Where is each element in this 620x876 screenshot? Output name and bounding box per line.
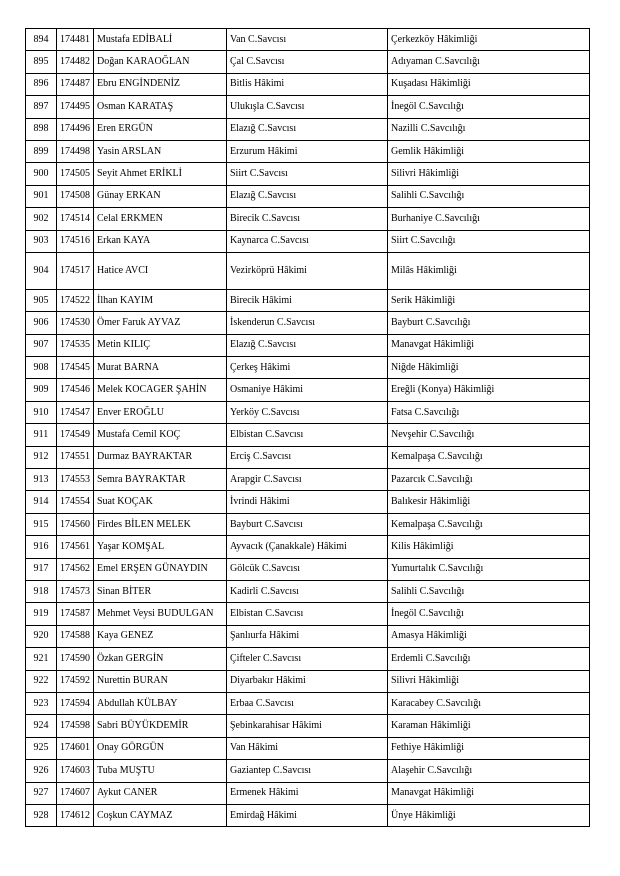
table-row <box>26 312 590 334</box>
registry-number: 174547 <box>57 401 94 423</box>
row-number: 918 <box>26 580 57 602</box>
table-row <box>26 804 590 826</box>
table-row <box>26 625 590 647</box>
row-number: 904 <box>26 252 57 289</box>
registry-number: 174516 <box>57 230 94 252</box>
current-post: Emirdağ Hâkimi <box>227 804 388 826</box>
current-post: Elbistan C.Savcısı <box>227 603 388 625</box>
current-post: Gaziantep C.Savcısı <box>227 760 388 782</box>
assigned-post: Manavgat Hâkimliği <box>388 334 590 356</box>
person-name: Sinan BİTER <box>94 580 227 602</box>
current-post: Bitlis Hâkimi <box>227 73 388 95</box>
row-number: 925 <box>26 737 57 759</box>
current-post: Osmaniye Hâkimi <box>227 379 388 401</box>
assigned-post: Salihli C.Savcılığı <box>388 185 590 207</box>
person-name: Suat KOÇAK <box>94 491 227 513</box>
row-number: 917 <box>26 558 57 580</box>
table-body <box>26 29 590 827</box>
table-row <box>26 252 590 289</box>
assigned-post: Fethiye Hâkimliği <box>388 737 590 759</box>
current-post: Şanlıurfa Hâkimi <box>227 625 388 647</box>
current-post: Diyarbakır Hâkimi <box>227 670 388 692</box>
person-name: Celal ERKMEN <box>94 208 227 230</box>
person-name: Emel ERŞEN GÜNAYDIN <box>94 558 227 580</box>
registry-number: 174487 <box>57 73 94 95</box>
current-post: Bayburt C.Savcısı <box>227 513 388 535</box>
person-name: Mustafa EDİBALİ <box>94 29 227 51</box>
assigned-post: Kilis Hâkimliği <box>388 536 590 558</box>
table-row <box>26 163 590 185</box>
current-post: Vezirköprü Hâkimi <box>227 252 388 289</box>
assigned-post: Ereğli (Konya) Hâkimliği <box>388 379 590 401</box>
person-name: Metin KILIÇ <box>94 334 227 356</box>
current-post: Elazığ C.Savcısı <box>227 185 388 207</box>
person-name: Aykut CANER <box>94 782 227 804</box>
table-row <box>26 51 590 73</box>
current-post: Arapgir C.Savcısı <box>227 469 388 491</box>
registry-number: 174601 <box>57 737 94 759</box>
row-number: 908 <box>26 357 57 379</box>
current-post: Çerkeş Hâkimi <box>227 357 388 379</box>
assigned-post: Kemalpaşa C.Savcılığı <box>388 513 590 535</box>
registry-number: 174554 <box>57 491 94 513</box>
row-number: 915 <box>26 513 57 535</box>
row-number: 899 <box>26 140 57 162</box>
row-number: 906 <box>26 312 57 334</box>
table-row <box>26 73 590 95</box>
registry-number: 174594 <box>57 692 94 714</box>
registry-number: 174496 <box>57 118 94 140</box>
assigned-post: Fatsa C.Savcılığı <box>388 401 590 423</box>
person-name: Osman KARATAŞ <box>94 96 227 118</box>
table-row <box>26 491 590 513</box>
assigned-post: Kuşadası Hâkimliği <box>388 73 590 95</box>
registry-number: 174517 <box>57 252 94 289</box>
row-number: 896 <box>26 73 57 95</box>
registry-number: 174598 <box>57 715 94 737</box>
current-post: Çal C.Savcısı <box>227 51 388 73</box>
registry-number: 174508 <box>57 185 94 207</box>
current-post: Birecik C.Savcısı <box>227 208 388 230</box>
person-name: Tuba MUŞTU <box>94 760 227 782</box>
current-post: Siirt C.Savcısı <box>227 163 388 185</box>
current-post: Ermenek Hâkimi <box>227 782 388 804</box>
current-post: Ulukışla C.Savcısı <box>227 96 388 118</box>
assigned-post: Erdemli C.Savcılığı <box>388 648 590 670</box>
assigned-post: Karaman Hâkimliği <box>388 715 590 737</box>
registry-number: 174587 <box>57 603 94 625</box>
table-row <box>26 29 590 51</box>
person-name: Enver EROĞLU <box>94 401 227 423</box>
row-number: 902 <box>26 208 57 230</box>
table-row <box>26 715 590 737</box>
assigned-post: Nazilli C.Savcılığı <box>388 118 590 140</box>
current-post: Elazığ C.Savcısı <box>227 334 388 356</box>
current-post: İskenderun C.Savcısı <box>227 312 388 334</box>
row-number: 895 <box>26 51 57 73</box>
table-row <box>26 760 590 782</box>
person-name: Kaya GENEZ <box>94 625 227 647</box>
row-number: 916 <box>26 536 57 558</box>
row-number: 927 <box>26 782 57 804</box>
current-post: Van Hâkimi <box>227 737 388 759</box>
registry-number: 174535 <box>57 334 94 356</box>
registry-number: 174551 <box>57 446 94 468</box>
row-number: 900 <box>26 163 57 185</box>
table-row <box>26 446 590 468</box>
table-row <box>26 96 590 118</box>
person-name: Günay ERKAN <box>94 185 227 207</box>
row-number: 919 <box>26 603 57 625</box>
person-name: Firdes BİLEN MELEK <box>94 513 227 535</box>
person-name: Semra BAYRAKTAR <box>94 469 227 491</box>
person-name: Mustafa Cemil KOÇ <box>94 424 227 446</box>
assigned-post: Silivri Hâkimliği <box>388 670 590 692</box>
row-number: 905 <box>26 289 57 311</box>
row-number: 911 <box>26 424 57 446</box>
assigned-post: İnegöl C.Savcılığı <box>388 603 590 625</box>
person-name: Abdullah KÜLBAY <box>94 692 227 714</box>
person-name: Ömer Faruk AYVAZ <box>94 312 227 334</box>
assigned-post: Silivri Hâkimliği <box>388 163 590 185</box>
row-number: 921 <box>26 648 57 670</box>
registry-number: 174498 <box>57 140 94 162</box>
registry-number: 174612 <box>57 804 94 826</box>
table-row <box>26 670 590 692</box>
table-row <box>26 140 590 162</box>
assigned-post: Karacabey C.Savcılığı <box>388 692 590 714</box>
table-row <box>26 185 590 207</box>
assigned-post: Balıkesir Hâkimliği <box>388 491 590 513</box>
person-name: Seyit Ahmet ERİKLİ <box>94 163 227 185</box>
person-name: Sabri BÜYÜKDEMİR <box>94 715 227 737</box>
row-number: 897 <box>26 96 57 118</box>
current-post: Kadirli C.Savcısı <box>227 580 388 602</box>
row-number: 909 <box>26 379 57 401</box>
row-number: 901 <box>26 185 57 207</box>
person-name: Nurettin BURAN <box>94 670 227 692</box>
person-name: Özkan GERGİN <box>94 648 227 670</box>
person-name: Doğan KARAOĞLAN <box>94 51 227 73</box>
table-row <box>26 289 590 311</box>
person-name: Eren ERGÜN <box>94 118 227 140</box>
row-number: 923 <box>26 692 57 714</box>
table-row <box>26 648 590 670</box>
assigned-post: İnegöl C.Savcılığı <box>388 96 590 118</box>
registry-number: 174592 <box>57 670 94 692</box>
table-row <box>26 334 590 356</box>
person-name: Melek KOCAGER ŞAHİN <box>94 379 227 401</box>
person-name: Mehmet Veysi BUDULGAN <box>94 603 227 625</box>
registry-number: 174561 <box>57 536 94 558</box>
current-post: Gölcük C.Savcısı <box>227 558 388 580</box>
registry-number: 174549 <box>57 424 94 446</box>
assigned-post: Siirt C.Savcılığı <box>388 230 590 252</box>
current-post: Erzurum Hâkimi <box>227 140 388 162</box>
current-post: Erbaa C.Savcısı <box>227 692 388 714</box>
current-post: Van C.Savcısı <box>227 29 388 51</box>
person-name: İlhan KAYIM <box>94 289 227 311</box>
person-name: Onay GÖRGÜN <box>94 737 227 759</box>
table-row <box>26 379 590 401</box>
registry-number: 174522 <box>57 289 94 311</box>
person-name: Hatice AVCI <box>94 252 227 289</box>
row-number: 913 <box>26 469 57 491</box>
row-number: 903 <box>26 230 57 252</box>
assigned-post: Manavgat Hâkimliği <box>388 782 590 804</box>
row-number: 907 <box>26 334 57 356</box>
row-number: 926 <box>26 760 57 782</box>
registry-number: 174482 <box>57 51 94 73</box>
registry-number: 174546 <box>57 379 94 401</box>
assigned-post: Amasya Hâkimliği <box>388 625 590 647</box>
person-name: Durmaz BAYRAKTAR <box>94 446 227 468</box>
person-name: Yasin ARSLAN <box>94 140 227 162</box>
row-number: 922 <box>26 670 57 692</box>
assigned-post: Yumurtalık C.Savcılığı <box>388 558 590 580</box>
table-row <box>26 580 590 602</box>
assigned-post: Bayburt C.Savcılığı <box>388 312 590 334</box>
row-number: 920 <box>26 625 57 647</box>
table-row <box>26 208 590 230</box>
current-post: Erciş C.Savcısı <box>227 446 388 468</box>
person-name: Murat BARNA <box>94 357 227 379</box>
registry-number: 174573 <box>57 580 94 602</box>
row-number: 928 <box>26 804 57 826</box>
table-row <box>26 469 590 491</box>
row-number: 910 <box>26 401 57 423</box>
registry-number: 174588 <box>57 625 94 647</box>
current-post: Elazığ C.Savcısı <box>227 118 388 140</box>
registry-number: 174562 <box>57 558 94 580</box>
table-row <box>26 536 590 558</box>
assigned-post: Adıyaman C.Savcılığı <box>388 51 590 73</box>
current-post: Şebinkarahisar Hâkimi <box>227 715 388 737</box>
assigned-post: Kemalpaşa C.Savcılığı <box>388 446 590 468</box>
assigned-post: Pazarcık C.Savcılığı <box>388 469 590 491</box>
table-row <box>26 558 590 580</box>
registry-number: 174560 <box>57 513 94 535</box>
current-post: Ayvacık (Çanakkale) Hâkimi <box>227 536 388 558</box>
assigned-post: Gemlik Hâkimliği <box>388 140 590 162</box>
registry-number: 174553 <box>57 469 94 491</box>
assigned-post: Çerkezköy Hâkimliği <box>388 29 590 51</box>
table-row <box>26 782 590 804</box>
registry-number: 174481 <box>57 29 94 51</box>
assigned-post: Milâs Hâkimliği <box>388 252 590 289</box>
table-row <box>26 603 590 625</box>
row-number: 912 <box>26 446 57 468</box>
current-post: Yerköy C.Savcısı <box>227 401 388 423</box>
row-number: 914 <box>26 491 57 513</box>
current-post: Elbistan C.Savcısı <box>227 424 388 446</box>
assigned-post: Alaşehir C.Savcılığı <box>388 760 590 782</box>
person-name: Ebru ENGİNDENİZ <box>94 73 227 95</box>
table-row <box>26 513 590 535</box>
row-number: 894 <box>26 29 57 51</box>
person-name: Erkan KAYA <box>94 230 227 252</box>
assigned-post: Burhaniye C.Savcılığı <box>388 208 590 230</box>
registry-number: 174590 <box>57 648 94 670</box>
registry-number: 174514 <box>57 208 94 230</box>
table-row <box>26 424 590 446</box>
registry-number: 174607 <box>57 782 94 804</box>
table-row <box>26 692 590 714</box>
assigned-post: Salihli C.Savcılığı <box>388 580 590 602</box>
assigned-post: Niğde Hâkimliği <box>388 357 590 379</box>
registry-number: 174603 <box>57 760 94 782</box>
table-row <box>26 230 590 252</box>
current-post: Çifteler C.Savcısı <box>227 648 388 670</box>
current-post: Kaynarca C.Savcısı <box>227 230 388 252</box>
appointment-table <box>25 28 590 827</box>
table-row <box>26 118 590 140</box>
row-number: 898 <box>26 118 57 140</box>
current-post: Birecik Hâkimi <box>227 289 388 311</box>
registry-number: 174505 <box>57 163 94 185</box>
assigned-post: Ünye Hâkimliği <box>388 804 590 826</box>
row-number: 924 <box>26 715 57 737</box>
table-row <box>26 357 590 379</box>
assigned-post: Nevşehir C.Savcılığı <box>388 424 590 446</box>
current-post: İvrindi Hâkimi <box>227 491 388 513</box>
table-row <box>26 737 590 759</box>
registry-number: 174530 <box>57 312 94 334</box>
table-row <box>26 401 590 423</box>
assigned-post: Serik Hâkimliği <box>388 289 590 311</box>
registry-number: 174495 <box>57 96 94 118</box>
person-name: Coşkun CAYMAZ <box>94 804 227 826</box>
person-name: Yaşar KOMŞAL <box>94 536 227 558</box>
registry-number: 174545 <box>57 357 94 379</box>
